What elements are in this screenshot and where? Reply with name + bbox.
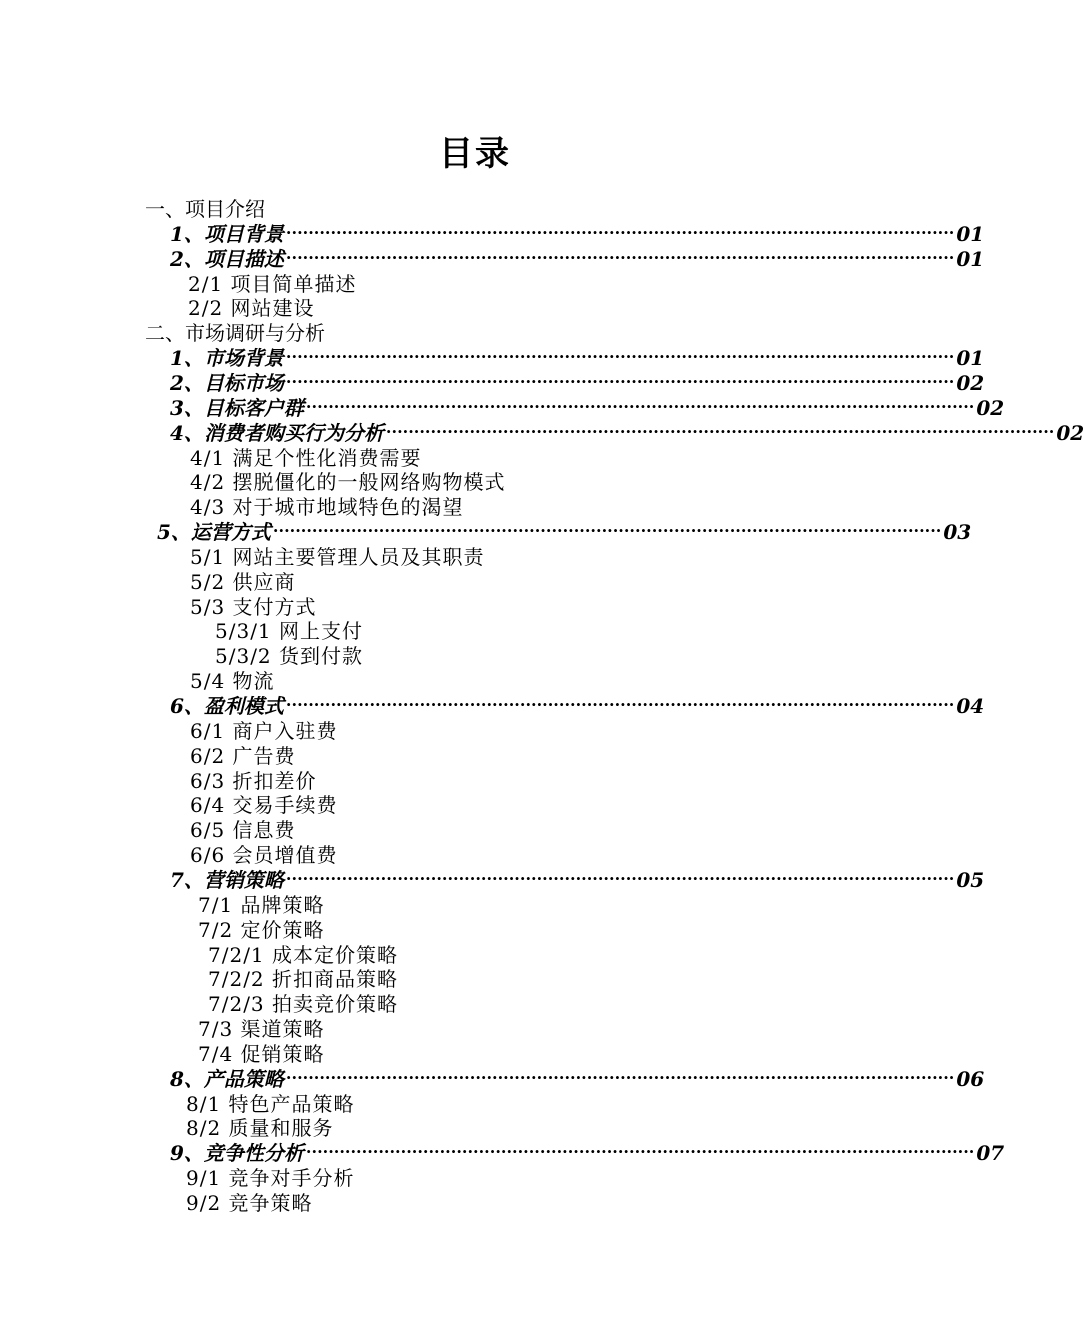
toc-subsection-entry[interactable]: 4/3 对于城市地域特色的渴望 [190, 495, 464, 519]
dot-leader: ························································································································ [285, 695, 955, 714]
toc-page-number: 05 [956, 868, 985, 892]
toc-subsection-entry[interactable]: 7/2/2 折扣商品策略 [208, 967, 399, 991]
dot-leader: ························································································································ [285, 347, 955, 366]
toc-entry-title: 4、消费者购买行为分析 [170, 421, 384, 445]
toc-subsection-entry[interactable]: 7/4 促销策略 [198, 1042, 325, 1066]
toc-section-entry[interactable] [170, 346, 985, 371]
toc-section-entry[interactable] [170, 247, 985, 272]
toc-section-entry[interactable] [170, 371, 985, 396]
toc-subsection-entry[interactable]: 7/3 渠道策略 [198, 1017, 325, 1041]
toc-entry-title: 8、产品策略 [170, 1067, 284, 1091]
toc-page-number: 06 [956, 1067, 985, 1091]
toc-subsection-entry[interactable]: 9/1 竞争对手分析 [186, 1166, 355, 1190]
dot-leader: ························································································································ [285, 1068, 955, 1087]
toc-subsection-entry[interactable]: 7/2/3 拍卖竞价策略 [208, 992, 399, 1016]
toc-section-entry[interactable] [157, 520, 972, 545]
toc-entry-title: 1、市场背景 [170, 346, 284, 370]
toc-subsection-entry[interactable]: 4/2 摆脱僵化的一般网络购物模式 [190, 470, 506, 494]
toc-subsection-entry[interactable]: 7/2 定价策略 [198, 918, 325, 942]
toc-section-entry[interactable] [170, 396, 1005, 421]
toc-section-entry[interactable] [170, 421, 1084, 446]
toc-section-entry[interactable] [170, 694, 985, 719]
toc-chapter-heading[interactable]: 一、项目介绍 [145, 197, 265, 221]
dot-leader: ························································································································ [385, 422, 1055, 441]
dot-leader: ························································································································ [285, 248, 955, 267]
toc-entry-title: 7、营销策略 [170, 868, 284, 892]
toc-page-number: 02 [976, 396, 1005, 420]
dot-leader: ························································································································ [285, 869, 955, 888]
toc-subsection-entry[interactable]: 6/2 广告费 [190, 744, 296, 768]
toc-page-number: 02 [1056, 421, 1084, 445]
toc-subsection-entry[interactable]: 4/1 满足个性化消费需要 [190, 446, 422, 470]
toc-subsection-entry[interactable]: 9/2 竞争策略 [186, 1191, 313, 1215]
toc-entry-title: 6、盈利模式 [170, 694, 284, 718]
toc-subsection-entry[interactable]: 5/3/1 网上支付 [215, 619, 364, 643]
toc-page-number: 02 [956, 371, 985, 395]
toc-page-number: 04 [956, 694, 985, 718]
toc-subsection-entry[interactable]: 2/1 项目简单描述 [188, 272, 357, 296]
toc-subsection-entry[interactable]: 5/1 网站主要管理人员及其职责 [190, 545, 485, 569]
toc-subsection-entry[interactable]: 5/4 物流 [190, 669, 275, 693]
toc-page-number: 07 [976, 1141, 1005, 1165]
toc-subsection-entry[interactable]: 8/1 特色产品策略 [186, 1092, 355, 1116]
toc-chapter-heading[interactable]: 二、市场调研与分析 [145, 321, 325, 345]
dot-leader: ························································································································ [305, 1142, 975, 1161]
toc-section-entry[interactable] [170, 222, 985, 247]
toc-page-number: 03 [943, 520, 972, 544]
toc-section-entry[interactable] [170, 868, 985, 893]
toc-subsection-entry[interactable]: 6/6 会员增值费 [190, 843, 338, 867]
toc-subsection-entry[interactable]: 7/1 品牌策略 [198, 893, 325, 917]
toc-entry-title: 2、目标市场 [170, 371, 284, 395]
toc-subsection-entry[interactable]: 6/5 信息费 [190, 818, 296, 842]
toc-section-entry[interactable] [170, 1067, 985, 1092]
toc-entry-title: 9、竞争性分析 [170, 1141, 304, 1165]
dot-leader: ························································································································ [305, 397, 975, 416]
toc-subsection-entry[interactable]: 6/4 交易手续费 [190, 793, 338, 817]
toc-page-number: 01 [956, 247, 985, 271]
dot-leader: ························································································································ [285, 372, 955, 391]
page-title: 目录 [439, 134, 511, 174]
toc-subsection-entry[interactable]: 2/2 网站建设 [188, 296, 315, 320]
dot-leader: ························································································································ [285, 223, 955, 242]
toc-subsection-entry[interactable]: 5/3/2 货到付款 [215, 644, 364, 668]
toc-subsection-entry[interactable]: 7/2/1 成本定价策略 [208, 943, 399, 967]
toc-subsection-entry[interactable]: 5/3 支付方式 [190, 595, 317, 619]
dot-leader: ························································································································ [272, 521, 942, 540]
toc-entry-title: 1、项目背景 [170, 222, 284, 246]
toc-page-number: 01 [956, 346, 985, 370]
toc-subsection-entry[interactable]: 6/3 折扣差价 [190, 769, 317, 793]
toc-page-number: 01 [956, 222, 985, 246]
toc-section-entry[interactable] [170, 1141, 1005, 1166]
toc-entry-title: 3、目标客户群 [170, 396, 304, 420]
toc-subsection-entry[interactable]: 8/2 质量和服务 [186, 1116, 334, 1140]
toc-subsection-entry[interactable]: 6/1 商户入驻费 [190, 719, 338, 743]
toc-entry-title: 5、运营方式 [157, 520, 271, 544]
toc-entry-title: 2、项目描述 [170, 247, 284, 271]
toc-subsection-entry[interactable]: 5/2 供应商 [190, 570, 296, 594]
